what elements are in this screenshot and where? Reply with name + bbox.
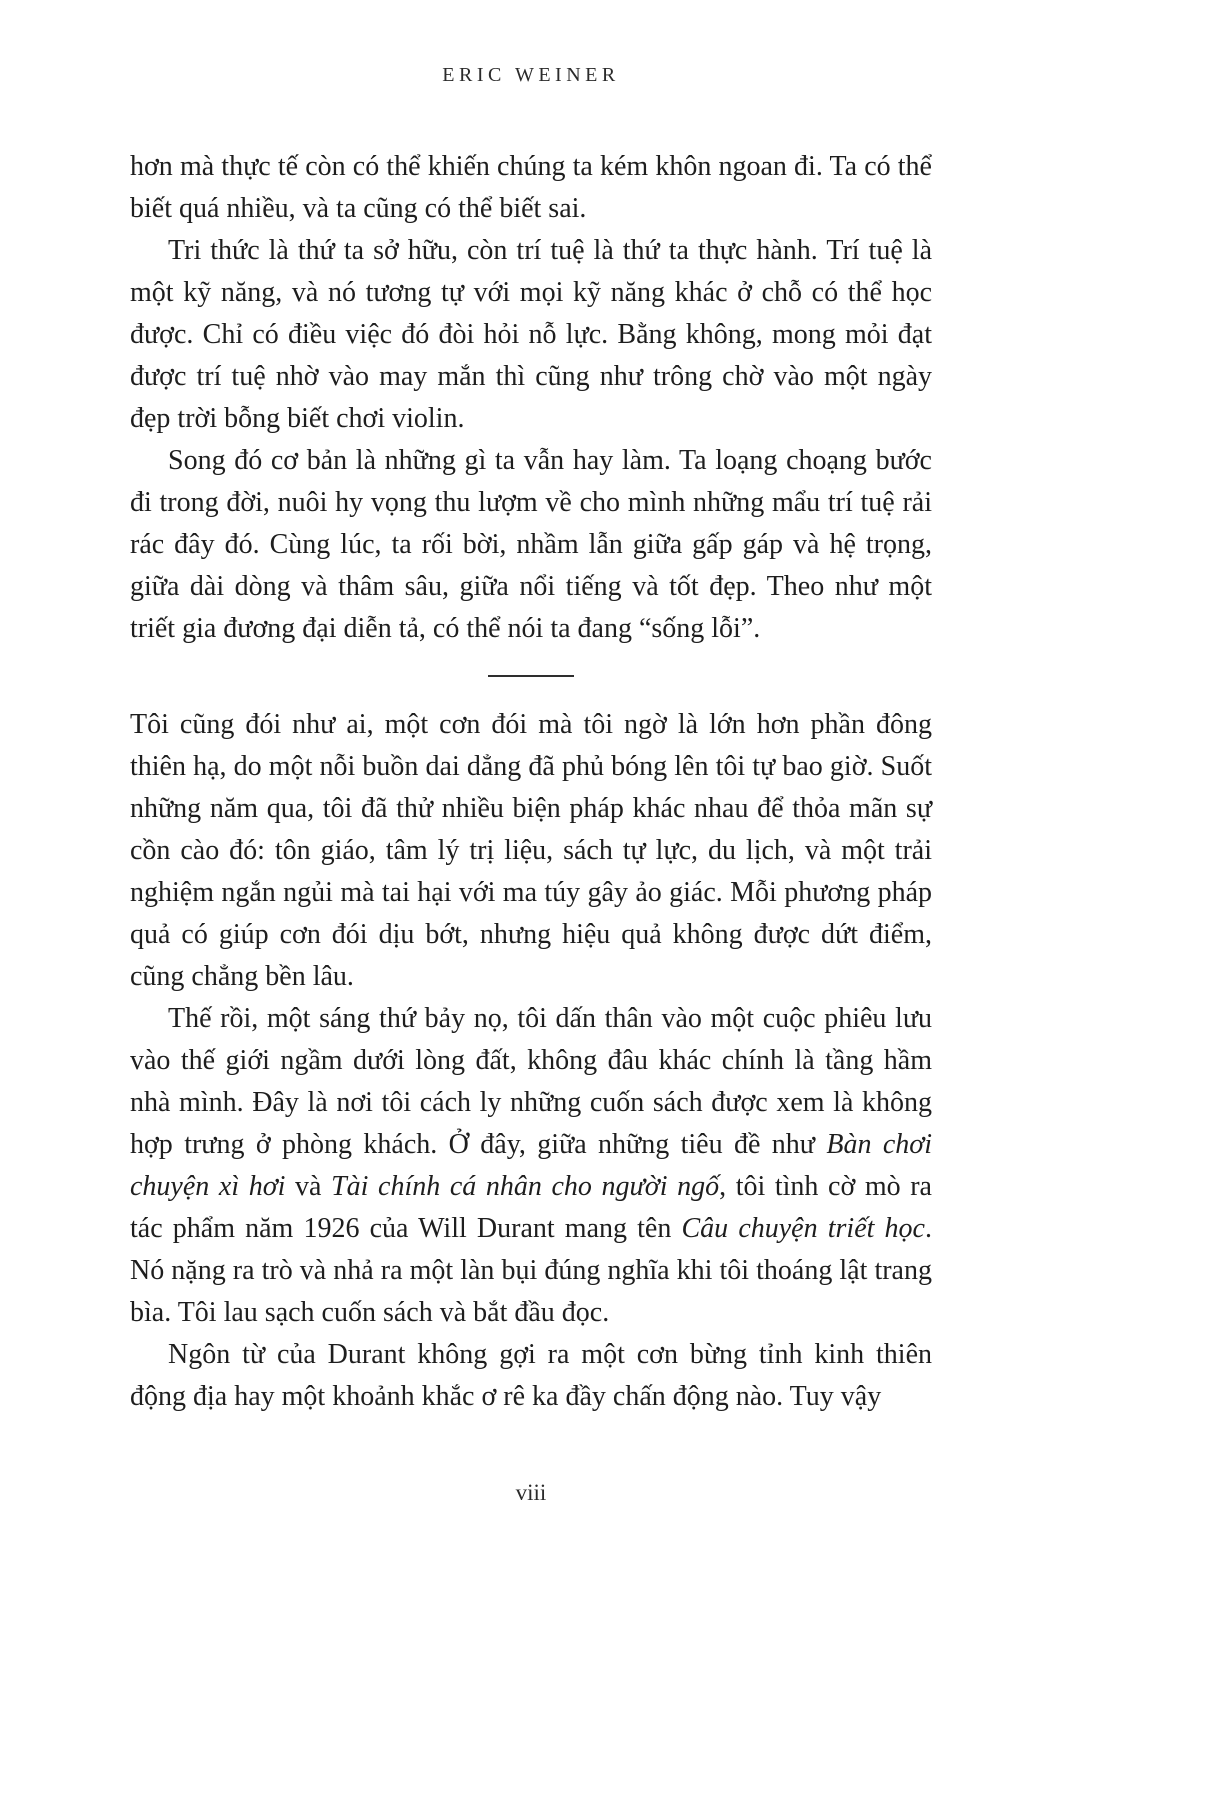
page-body: [130, 146, 932, 1418]
text-run: . Nó nặng ra trò và nhả ra một làn bụi đúng nghĩa khi tôi thoáng lật trang bìa. Tôi lau sạch cuốn sách và bắt đầu đọc.: [130, 1213, 932, 1328]
paragraph: [130, 440, 932, 650]
paragraph: [130, 1334, 932, 1418]
text-run: Ngôn từ của Durant không gợi ra một cơn bừng tỉnh kinh thiên động địa hay một khoảnh khắc ơ rê ka đầy chấn động nào. Tuy vậy: [130, 1339, 932, 1412]
text-run: Song đó cơ bản là những gì ta vẫn hay làm. Ta loạng choạng bước đi trong đời, nuôi hy vọng thu lượm về cho mình những mẩu trí tuệ rải rác đây đó. Cùng lúc, ta rối bời, nhầm lẫn giữa gấp gáp và hệ trọng, giữa dài dòng và thâm sâu, giữa nổi tiếng và tốt đẹp. Theo như một triết gia đương đại diễn tả, có thể nói ta đang “sống lỗi”.: [130, 445, 932, 644]
page-number: viii: [515, 1480, 547, 1505]
text-run: , tôi tình cờ mò ra tác phẩm năm 1926 của Will Durant mang tên: [130, 1171, 932, 1244]
italic-text-run: Câu chuyện triết học: [681, 1213, 925, 1244]
text-run: Thế rồi, một sáng thứ bảy nọ, tôi dấn thân vào một cuộc phiêu lưu vào thế giới ngầm dưới lòng đất, không đâu khác chính là tầng hầm nhà mình. Đây là nơi tôi cách ly những cuốn sách được xem là không hợp trưng ở phòng khách. Ở đây, giữa những tiêu đề như: [130, 1003, 932, 1160]
text-run: Tôi cũng đói như ai, một cơn đói mà tôi ngờ là lớn hơn phần đông thiên hạ, do một nỗi buồn dai dẳng đã phủ bóng lên tôi tự bao giờ. Suốt những năm qua, tôi đã thử nhiều biện pháp khác nhau để thỏa mãn sự cồn cào đó: tôn giáo, tâm lý trị liệu, sách tự lực, du lịch, và một trải nghiệm ngắn ngủi mà tai hại với ma túy gây ảo giác. Mỗi phương pháp quả có giúp cơn đói dịu bớt, nhưng hiệu quả không được dứt điểm, cũng chẳng bền lâu.: [130, 709, 932, 992]
paragraph: [130, 146, 932, 230]
paragraph: [130, 230, 932, 440]
paragraph: [130, 998, 932, 1334]
paragraph: [130, 704, 932, 998]
running-header: ERIC WEINER: [442, 64, 620, 86]
text-run: và: [285, 1171, 332, 1202]
italic-text-run: Tài chính cá nhân cho người ngố: [331, 1171, 720, 1202]
italic-text-run: Bàn chơi chuyện xì hơi: [130, 1129, 932, 1202]
text-run: Tri thức là thứ ta sở hữu, còn trí tuệ là thứ ta thực hành. Trí tuệ là một kỹ năng, và nó tương tự với mọi kỹ năng khác ở chỗ có thể học được. Chỉ có điều việc đó đòi hỏi nỗ lực. Bằng không, mong mỏi đạt được trí tuệ nhờ vào may mắn thì cũng như trông chờ vào một ngày đẹp trời bỗng biết chơi violin.: [130, 235, 932, 434]
section-divider: [488, 675, 574, 677]
text-run: hơn mà thực tế còn có thể khiến chúng ta kém khôn ngoan đi. Ta có thể biết quá nhiều, và ta cũng có thể biết sai.: [130, 151, 932, 224]
